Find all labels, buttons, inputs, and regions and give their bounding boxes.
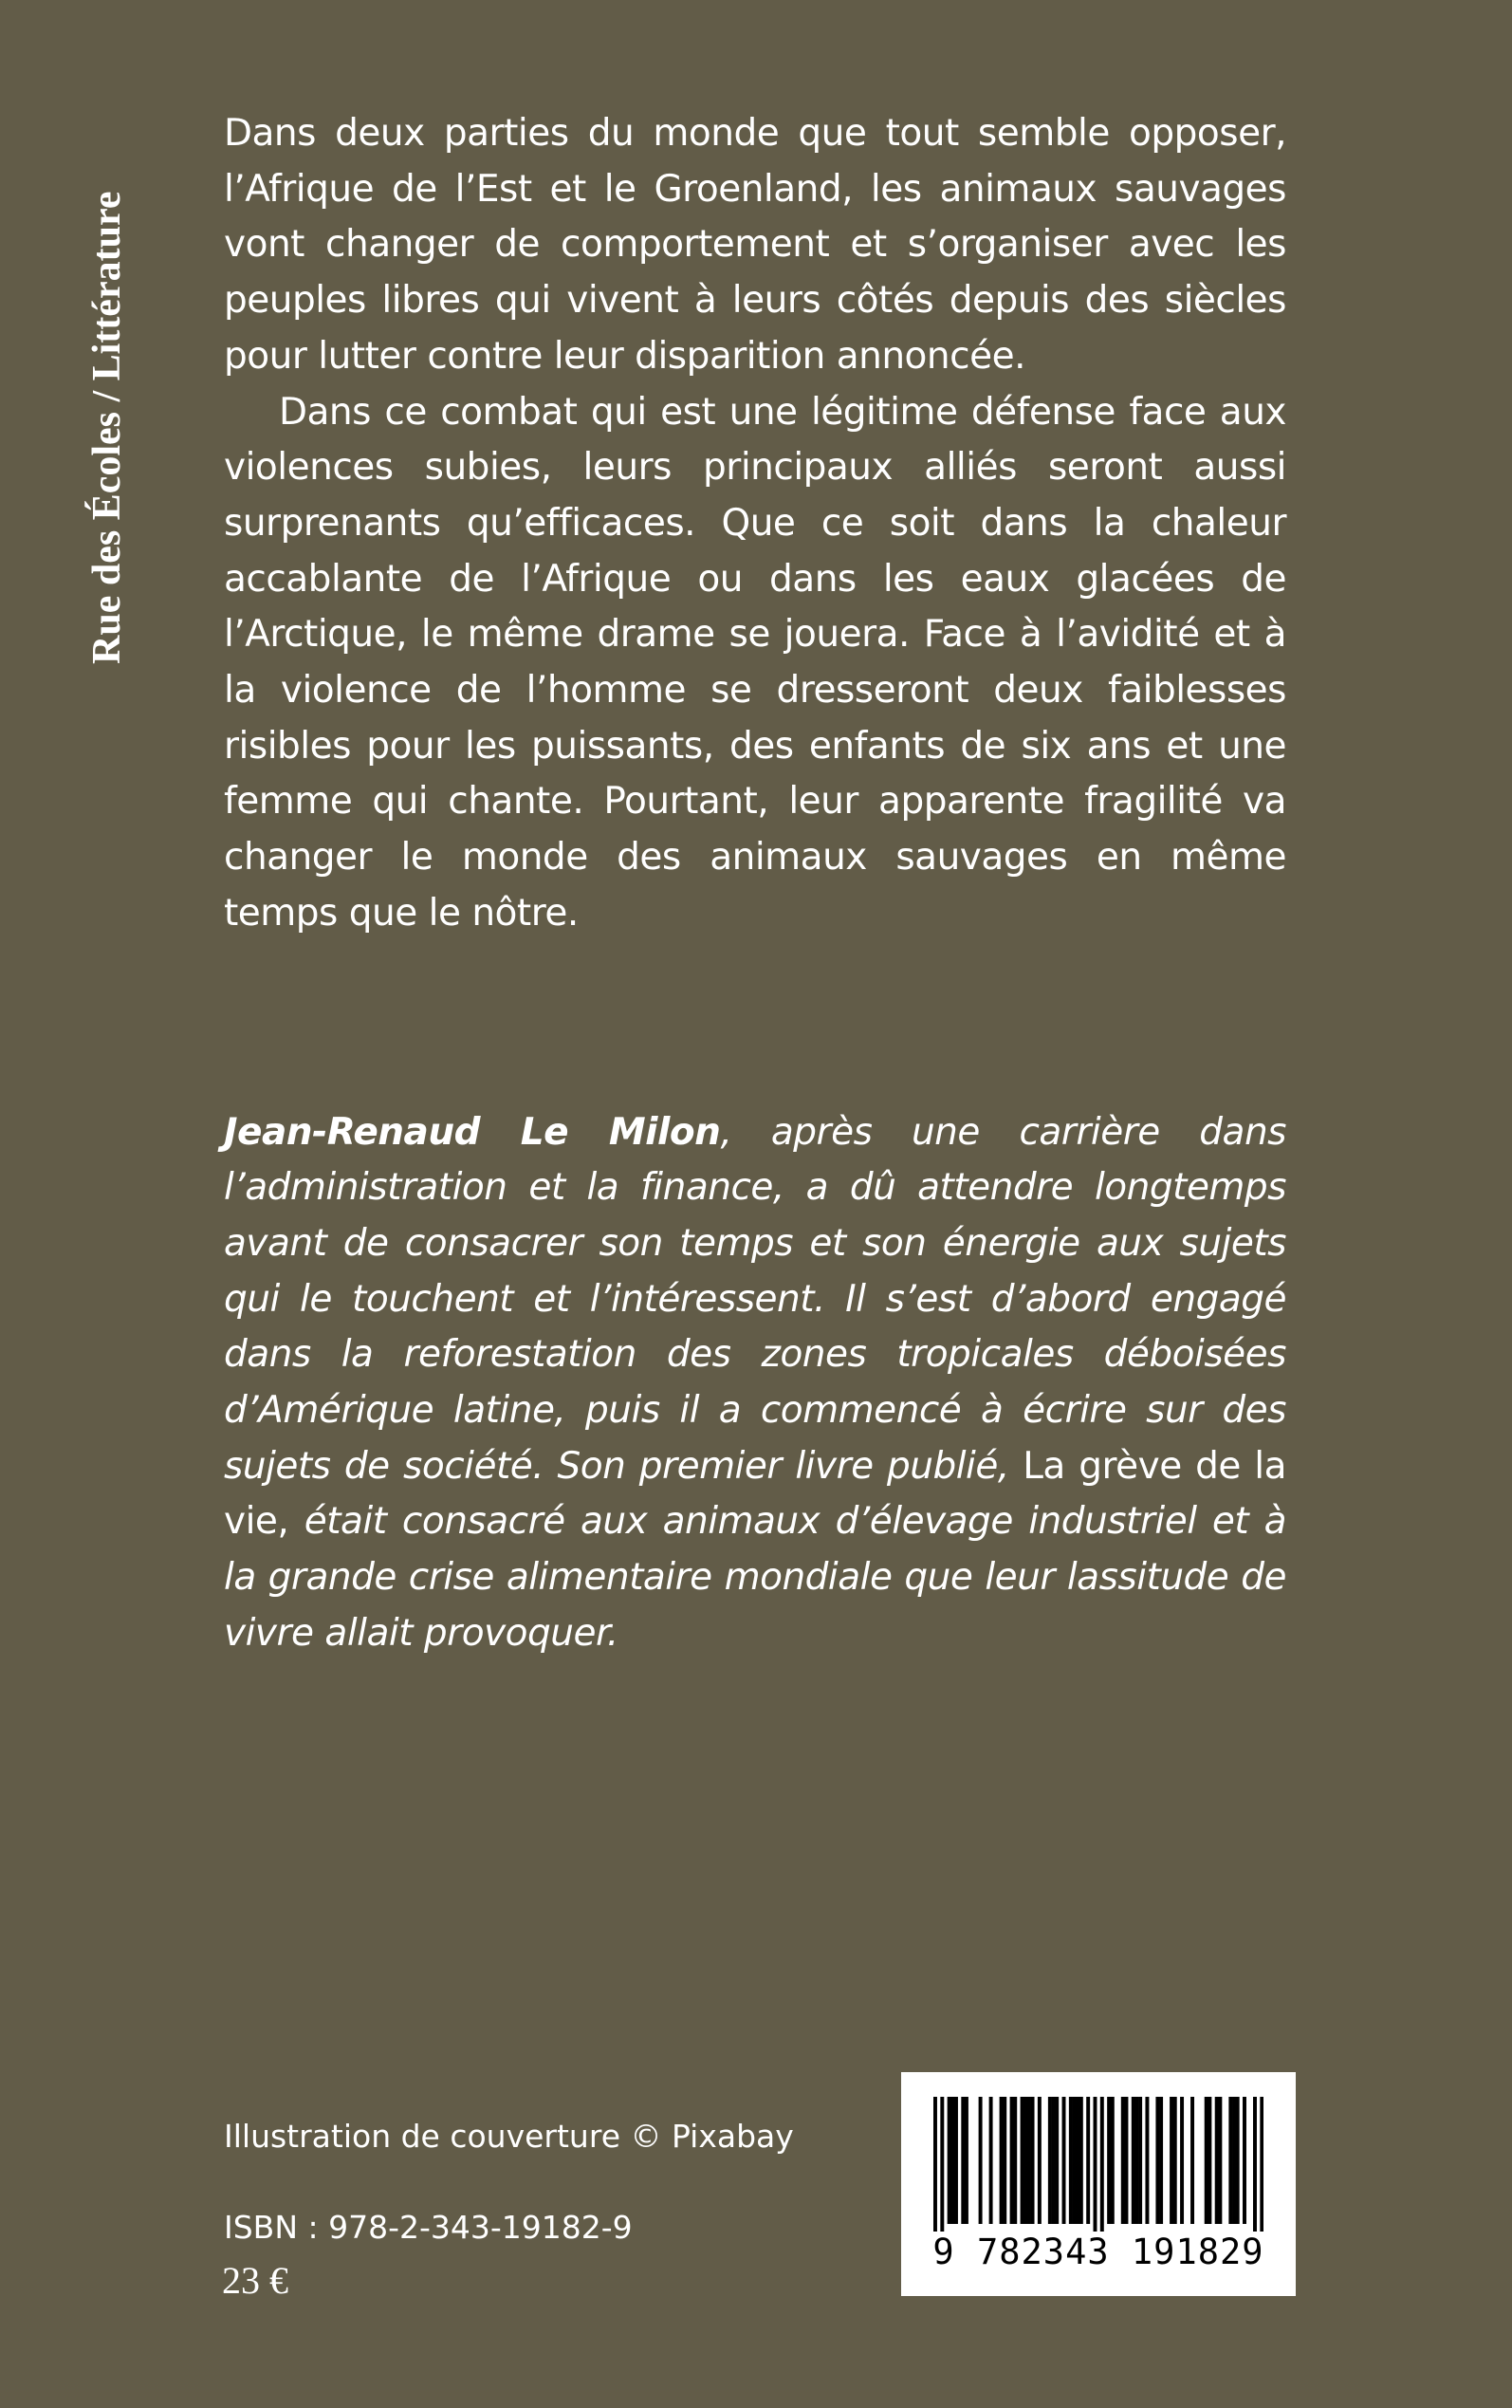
barcode-bar [1134,2097,1138,2224]
barcode [901,2072,1296,2296]
author-bio-paragraph [224,1105,1286,1662]
barcode-bar [1138,2097,1142,2224]
barcode-bar [1069,2097,1073,2224]
synopsis [224,106,1286,942]
barcode-bar [1132,2097,1135,2224]
barcode-bar [1038,2097,1042,2224]
barcode-bar [1086,2097,1090,2224]
barcode-bar [1124,2097,1128,2224]
barcode-bar [1218,2097,1222,2224]
barcode-bar [1232,2097,1236,2224]
price: 23 € [222,2259,288,2302]
barcode-bar [1260,2097,1263,2232]
barcode-bar [1062,2097,1066,2224]
barcode-bar [1027,2097,1031,2224]
barcode-bar [1079,2097,1083,2224]
synopsis-paragraph-1: Dans deux parties du monde que tout semble opposer, l’Afrique de l’Est et le Groenland, les animaux sauvages vont changer de comportement et s’organiser avec les peuples libres qui vivent à leurs côtés depuis des siècles pour lutter contre leur disparition annoncée. [224,112,1286,378]
barcode-bar [1159,2097,1163,2224]
barcode-bar [1003,2097,1006,2224]
barcode-bar [1021,2097,1024,2224]
barcode-bar [1155,2097,1159,2224]
barcode-bar [933,2097,937,2232]
author-bio [224,1105,1286,1662]
barcode-bar [1073,2097,1077,2224]
barcode-digits: 9 782343 191829 [932,2232,1264,2272]
barcode-bar [1052,2097,1056,2224]
barcode-bar [1076,2097,1079,2224]
barcode-bar [1228,2097,1232,2224]
barcode-bar [1236,2097,1240,2224]
barcode-bar [1243,2097,1246,2224]
barcode-bar [1111,2097,1115,2224]
series-spine-label: Rue des Écoles / Littérature [85,191,129,664]
barcode-bar [1100,2097,1104,2232]
barcode-bar [1253,2097,1257,2232]
barcode-bar [1208,2097,1211,2224]
barcode-bar [940,2097,944,2232]
barcode-bar [1094,2097,1097,2232]
previous-book-title: La grève de la vie, [224,1444,1286,1544]
isbn: ISBN : 978-2-343-19182-9 [224,2209,633,2246]
barcode-bar [1010,2097,1014,2224]
barcode-bar [1121,2097,1125,2224]
barcode-bar [1190,2097,1194,2224]
barcode-bar [1145,2097,1149,2224]
synopsis-paragraph-2: Dans ce combat qui est une légitime défense face aux violences subies, leurs principaux alliés seront aussi surprenants qu’efficaces. Que ce soit dans la chaleur accablante de l’Afrique ou dans les eaux glacées de l’Arctique, le même drame se jouera. Face à l’avidité et à la violence de l’homme se dresseront deux faiblesses risibles pour les puissants, des enfants de six ans et une femme qui chante. Pourtant, leur apparente fragilité va changer le monde des animaux sauvages en même temps que le nôtre. [224,390,1286,935]
barcode-bar [979,2097,983,2224]
barcode-bar [1173,2097,1177,2224]
barcode-bar [1000,2097,1004,2224]
barcode-bar [989,2097,993,2224]
barcode-bar [965,2097,968,2224]
barcode-bar [1107,2097,1111,2224]
barcode-bar [1205,2097,1208,2224]
bio-text-before-title: , après une carrière dans l’administration et la finance, a dû attendre longtemps avant de consacrer son temps et son énergie aux sujets qui le touchent et l’intéressent. Il s’est d’abord engagé dans la reforestation des zones tropicales déboisées d’Amérique latine, puis il a commencé à écrire sur des sujets de société. Son premier livre publié, [224,1110,1286,1488]
barcode-bars [933,2097,1263,2232]
barcode-bar [954,2097,958,2224]
back-cover-content [224,106,1286,1662]
barcode-bar [961,2097,965,2224]
barcode-bar [1023,2097,1027,2224]
barcode-bar [1013,2097,1017,2224]
barcode-bar [1031,2097,1035,2224]
illustration-credit: Illustration de couverture © Pixabay [224,2118,794,2155]
bio-text-after-title: était consacré aux animaux d’élevage industriel et à la grande crise alimentaire mondiale que leur lassitude de vivre allait provoquer. [224,1500,1286,1655]
barcode-bar [1170,2097,1173,2224]
barcode-bar [948,2097,951,2224]
barcode-bar [1048,2097,1052,2224]
barcode-bar [1180,2097,1184,2224]
barcode-bar [1215,2097,1219,2224]
author-name: Jean-Renaud Le Milon [224,1110,721,1154]
barcode-bar [1055,2097,1059,2224]
barcode-bar [950,2097,954,2224]
